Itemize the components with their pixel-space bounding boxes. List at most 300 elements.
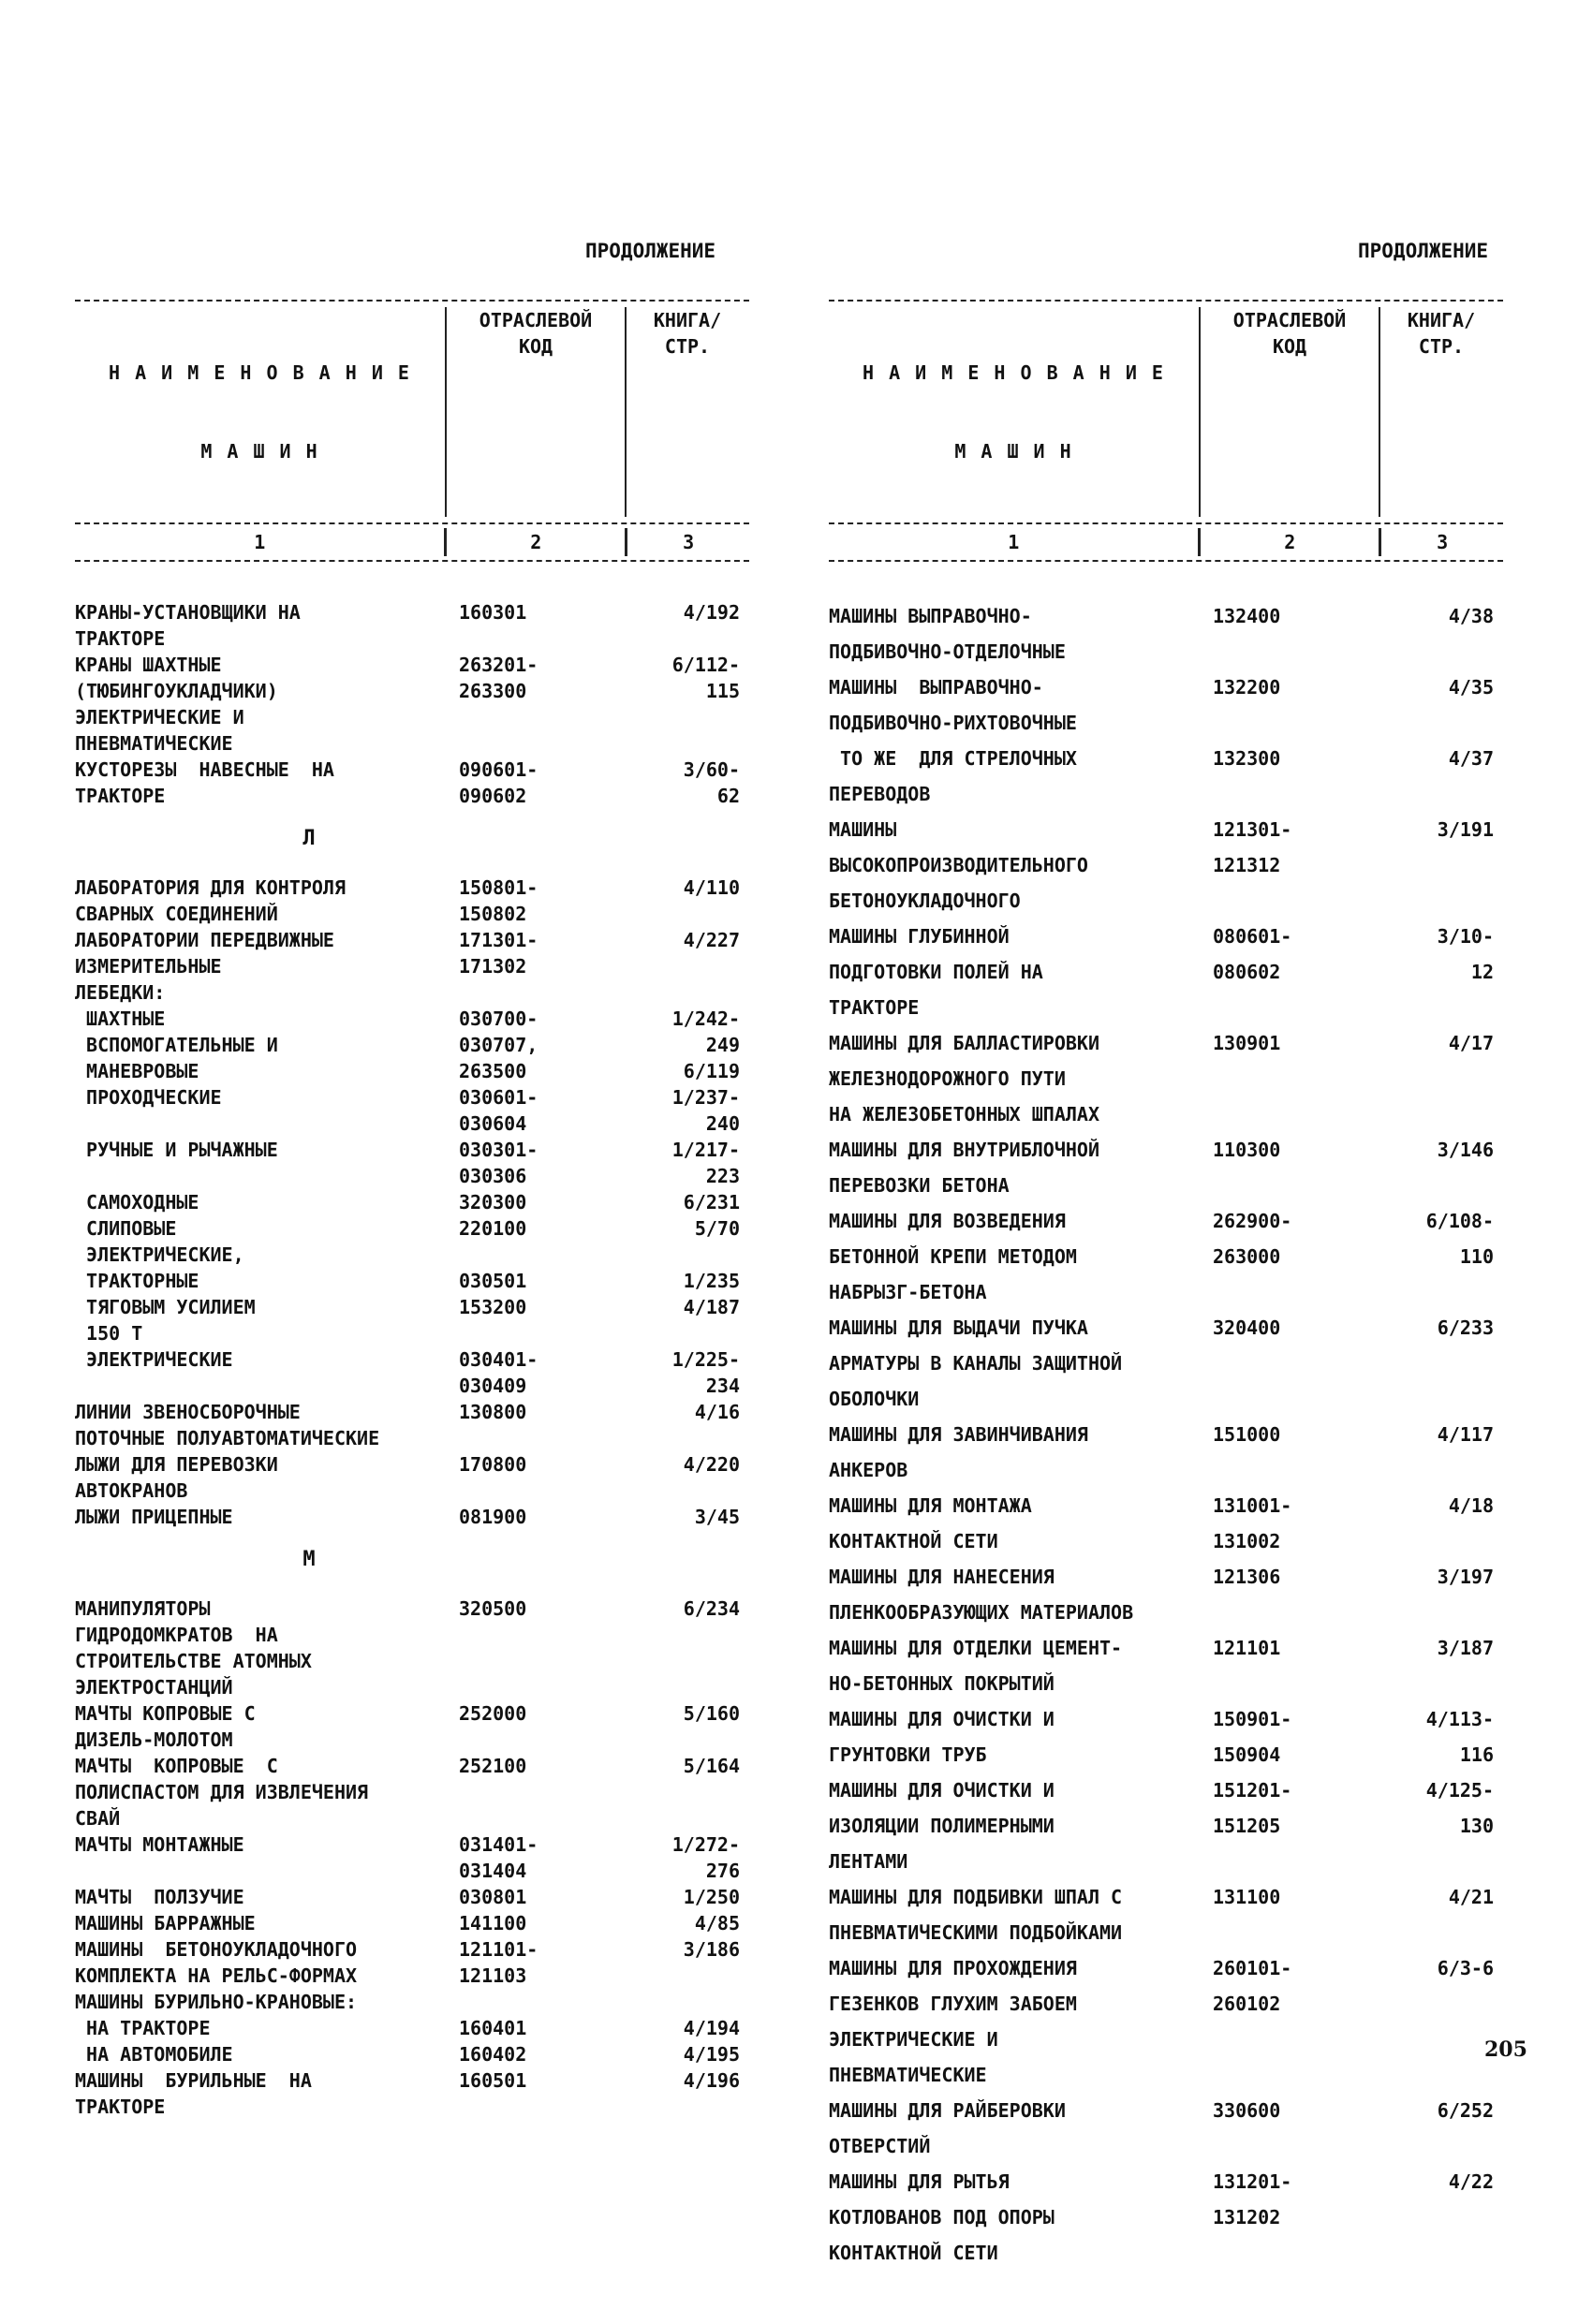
table-row — [829, 2022, 1503, 2056]
book-page-cell — [1391, 635, 1494, 669]
book-page-cell — [637, 625, 740, 652]
book-page-cell — [1391, 1916, 1494, 1949]
table-row — [829, 2200, 1503, 2234]
industry-code-cell — [1213, 2236, 1391, 2270]
table-row — [75, 1831, 749, 1858]
book-page-cell: 3/191 — [1437, 818, 1494, 841]
industry-code-cell — [459, 1622, 637, 1648]
header-name-line2: М А Ш И Н — [200, 440, 319, 463]
book-page-cell — [637, 1425, 740, 1451]
machine-name-cell — [75, 1111, 459, 1137]
book-page-cell — [1391, 2200, 1494, 2234]
industry-code-cell: 090602 — [459, 785, 527, 807]
continuation-label: ПРОДОЛЖЕНИЕ — [585, 240, 716, 262]
industry-code-cell: 030409 — [459, 1375, 527, 1397]
table-row — [75, 1910, 749, 1936]
book-page-cell: 249 — [705, 1034, 740, 1056]
machine-name-cell: РУЧНЫЕ И РЫЧАЖНЫЕ — [75, 1139, 278, 1161]
book-page-cell: 1/242- — [671, 1008, 740, 1030]
machine-name-cell: АВТОКРАНОВ — [75, 1479, 188, 1502]
table-row — [75, 1805, 749, 1831]
industry-code-cell: 263500 — [459, 1060, 527, 1082]
industry-code-cell: 320400 — [1213, 1316, 1281, 1339]
machine-name-cell: ЛАБОРАТОРИИ ПЕРЕДВИЖНЫЕ — [75, 929, 334, 951]
table-row — [75, 1425, 749, 1451]
table-row — [75, 1989, 749, 2015]
machine-name-cell: ПОДГОТОВКИ ПОЛЕЙ НА — [829, 961, 1043, 983]
table-row — [829, 1453, 1503, 1487]
table-row — [75, 1858, 749, 1884]
table-row — [829, 1987, 1503, 2021]
header-book-line1: КНИГА/ — [653, 309, 722, 331]
page-number: 205 — [1484, 2037, 1527, 2062]
section-letter: Л — [302, 827, 316, 850]
industry-code-cell — [459, 1674, 637, 1700]
table-row — [75, 1111, 749, 1137]
industry-code-cell: 150901- — [1213, 1708, 1292, 1730]
book-page-cell: 6/112- — [671, 654, 740, 676]
industry-code-cell: 030306 — [459, 1165, 527, 1187]
industry-code-cell: 263201- — [459, 654, 538, 676]
machine-name-cell: КРАНЫ-УСТАНОВЩИКИ НА — [75, 601, 301, 624]
header-book-line1: КНИГА/ — [1407, 309, 1476, 331]
table-row — [829, 813, 1503, 846]
table-row — [75, 1294, 749, 1320]
machine-name-cell: КОНТАКТНОЙ СЕТИ — [829, 2242, 998, 2264]
machine-name-cell — [75, 1373, 459, 1399]
industry-code-cell: 131202 — [1213, 2206, 1281, 2228]
book-page-cell: 4/195 — [683, 2043, 740, 2066]
industry-code-cell — [1213, 1667, 1391, 1700]
table-row — [829, 1951, 1503, 1985]
industry-code-cell: 150904 — [1213, 1743, 1281, 1766]
table-row — [75, 1648, 749, 1674]
industry-code-cell — [459, 1779, 637, 1805]
table-row — [829, 1702, 1503, 1736]
industry-code-cell: 151000 — [1213, 1423, 1281, 1446]
book-page-cell — [637, 1989, 740, 2015]
book-page-cell — [1391, 884, 1494, 918]
industry-code-cell — [1213, 2058, 1391, 2092]
table-row — [75, 1373, 749, 1399]
book-page-cell: 240 — [705, 1112, 740, 1135]
machine-name-cell: МАШИНЫ ДЛЯ МОНТАЖА — [829, 1494, 1032, 1517]
column-number-3: 3 — [1379, 528, 1503, 556]
industry-code-cell — [459, 625, 637, 652]
book-page-cell: 5/164 — [683, 1755, 740, 1777]
table-row — [829, 1631, 1503, 1665]
industry-code-cell — [459, 1320, 637, 1346]
industry-code-cell — [459, 1648, 637, 1674]
machine-name-cell: ТРАКТОРЕ — [75, 2096, 166, 2118]
book-page-cell: 6/234 — [683, 1597, 740, 1620]
book-page-cell: 115 — [705, 680, 740, 702]
machine-name-cell: ОБОЛОЧКИ — [829, 1388, 920, 1410]
machine-name-cell: КУСТОРЕЗЫ НАВЕСНЫЕ НА — [75, 758, 334, 781]
table-row — [75, 1753, 749, 1779]
header-book-cell — [1379, 307, 1502, 517]
header-name-line2: М А Ш И Н — [954, 440, 1073, 463]
machine-name-cell: МАШИНЫ — [829, 818, 897, 841]
machine-name-cell: ЭЛЕКТРОСТАНЦИЙ — [75, 1676, 233, 1699]
table-row — [75, 1242, 749, 1268]
industry-code-cell: 080602 — [1213, 961, 1281, 983]
column-numbers — [75, 524, 749, 560]
book-page-cell — [637, 1622, 740, 1648]
book-page-cell: 4/22 — [1448, 2170, 1494, 2193]
book-page-cell — [637, 1320, 740, 1346]
industry-code-cell: 263300 — [459, 680, 527, 702]
table-row — [829, 2236, 1503, 2270]
book-page-cell — [1391, 1845, 1494, 1878]
industry-code-cell: 171302 — [459, 955, 527, 978]
machine-name-cell: СВАЙ — [75, 1807, 121, 1830]
industry-code-cell — [459, 1989, 637, 2015]
industry-code-cell — [459, 730, 637, 757]
machine-name-cell: МАШИНЫ БАРРАЖНЫЕ — [75, 1912, 256, 1934]
machine-name-cell: МАШИНЫ ДЛЯ ОТДЕЛКИ ЦЕМЕНТ- — [829, 1637, 1123, 1659]
industry-code-cell: 121306 — [1213, 1566, 1281, 1588]
book-page-cell — [1391, 2236, 1494, 2270]
book-page-cell — [1391, 2022, 1494, 2056]
industry-code-cell: 151201- — [1213, 1779, 1292, 1802]
book-page-cell — [1391, 1596, 1494, 1629]
machine-name-cell: МАШИНЫ ДЛЯ ПРОХОЖДЕНИЯ — [829, 1957, 1077, 1979]
table-rule — [75, 560, 749, 562]
continuation-label: ПРОДОЛЖЕНИЕ — [1358, 240, 1489, 262]
book-page-cell: 62 — [716, 785, 740, 807]
machine-name-cell: ЭЛЕКТРИЧЕСКИЕ И — [829, 2028, 998, 2051]
machine-name-cell: МАШИНЫ ДЛЯ РЫТЬЯ — [829, 2170, 1010, 2193]
machine-name-cell: САМОХОДНЫЕ — [75, 1191, 199, 1213]
machine-name-cell: ЖЕЛЕЗНОДОРОЖНОГО ПУТИ — [829, 1067, 1066, 1090]
table-row — [75, 953, 749, 979]
header-code-cell — [1199, 307, 1379, 517]
machine-name-cell: ТО ЖЕ ДЛЯ СТРЕЛОЧНЫХ — [829, 747, 1077, 770]
book-page-cell — [1391, 1346, 1494, 1380]
table-row — [75, 1451, 749, 1478]
machine-name-cell: МАШИНЫ ДЛЯ ВОЗВЕДЕНИЯ — [829, 1210, 1066, 1232]
book-page-cell: 4/38 — [1448, 605, 1494, 627]
table-rule — [829, 560, 1503, 562]
machine-name-cell: ТРАКТОРНЫЕ — [75, 1270, 199, 1292]
table-row — [829, 1204, 1503, 1238]
machine-name-cell: ПРОХОДЧЕСКИЕ — [75, 1086, 222, 1109]
machine-name-cell: НА АВТОМОБИЛЕ — [75, 2043, 233, 2066]
book-page-cell: 223 — [705, 1165, 740, 1187]
industry-code-cell: 030801 — [459, 1886, 527, 1908]
book-page-cell: 3/186 — [683, 1938, 740, 1961]
machine-name-cell: МАЧТЫ МОНТАЖНЫЕ — [75, 1833, 244, 1856]
table-row — [829, 1346, 1503, 1380]
table-row — [829, 1596, 1503, 1629]
industry-code-cell: 320300 — [459, 1191, 527, 1213]
machine-name-cell: МАЧТЫ КОПРОВЫЕ С — [75, 1755, 278, 1777]
machine-name-cell: ПОТОЧНЫЕ ПОЛУАВТОМАТИЧЕСКИЕ — [75, 1427, 380, 1449]
table-row — [829, 2129, 1503, 2163]
table-row — [75, 1320, 749, 1346]
book-page-cell: 1/225- — [671, 1348, 740, 1371]
table-row — [75, 1779, 749, 1805]
table-row — [75, 1596, 749, 1622]
machine-name-cell: ОТВЕРСТИЙ — [829, 2135, 931, 2157]
machine-name-cell: ПНЕВМАТИЧЕСКИМИ ПОДБОЙКАМИ — [829, 1921, 1123, 1944]
book-page-cell: 1/250 — [683, 1886, 740, 1908]
book-page-cell — [637, 1779, 740, 1805]
header-name-line1: Н А И М Е Н О В А Н И Е — [863, 361, 1165, 384]
machine-name-cell: НА ТРАКТОРЕ — [75, 2017, 211, 2039]
machine-name-cell — [75, 1858, 459, 1884]
book-page-cell: 4/37 — [1448, 747, 1494, 770]
table-row — [829, 1133, 1503, 1167]
table-row — [75, 927, 749, 953]
table-row — [75, 2015, 749, 2041]
table-row — [829, 1489, 1503, 1522]
table-row — [829, 919, 1503, 953]
industry-code-cell — [1213, 706, 1391, 740]
machine-name-cell: ЭЛЕКТРИЧЕСКИЕ И — [75, 706, 244, 728]
machine-name-cell: МАШИНЫ ДЛЯ ПОДБИВКИ ШПАЛ С — [829, 1886, 1123, 1908]
industry-code-cell: 031401- — [459, 1833, 538, 1856]
machine-name-cell: МАШИНЫ ДЛЯ ЗАВИНЧИВАНИЯ — [829, 1423, 1088, 1446]
book-page-cell: 3/60- — [683, 758, 740, 781]
industry-code-cell: 121101- — [459, 1938, 538, 1961]
machine-name-cell: МАШИНЫ ДЛЯ РАЙБЕРОВКИ — [829, 2099, 1066, 2122]
industry-code-cell: 171301- — [459, 929, 538, 951]
machine-table-right — [829, 300, 1503, 2272]
machine-name-cell: ТРАКТОРЕ — [75, 785, 166, 807]
table-row — [75, 625, 749, 652]
machine-name-cell: ЛЕБЕДКИ: — [75, 981, 166, 1004]
industry-code-cell — [1213, 1916, 1391, 1949]
industry-code-cell — [459, 1242, 637, 1268]
industry-code-cell: 090601- — [459, 758, 538, 781]
table-row — [75, 875, 749, 901]
table-row — [75, 2041, 749, 2067]
table-row — [75, 1478, 749, 1504]
industry-code-cell — [459, 2094, 637, 2120]
industry-code-cell — [459, 1425, 637, 1451]
table-header — [75, 302, 749, 522]
machine-name-cell: ТРАКТОРЕ — [829, 996, 920, 1019]
book-page-cell: 4/16 — [694, 1401, 740, 1423]
table-row — [75, 1884, 749, 1910]
machine-name-cell: МАШИНЫ БУРИЛЬНО-КРАНОВЫЕ: — [75, 1991, 358, 2013]
book-page-cell — [637, 1727, 740, 1753]
table-row — [75, 1727, 749, 1753]
industry-code-cell: 151205 — [1213, 1815, 1281, 1837]
table-row — [75, 1700, 749, 1727]
header-code-line2: КОД — [518, 335, 553, 358]
column-number-3: 3 — [625, 528, 749, 556]
table-row — [829, 1524, 1503, 1558]
column-number-1: 1 — [1008, 531, 1020, 553]
machine-name-cell: (ТЮБИНГОУКЛАДЧИКИ) — [75, 680, 278, 702]
book-page-cell: 6/3-6 — [1437, 1957, 1494, 1979]
book-page-cell: 4/125- — [1425, 1779, 1494, 1802]
table-row — [75, 1399, 749, 1425]
book-page-cell — [637, 1963, 740, 1989]
industry-code-cell: 121101 — [1213, 1637, 1281, 1659]
industry-code-cell: 262900- — [1213, 1210, 1292, 1232]
machine-name-cell: МАШИНЫ ДЛЯ НАНЕСЕНИЯ — [829, 1566, 1055, 1588]
machine-name-cell: ИЗМЕРИТЕЛЬНЫЕ — [75, 955, 222, 978]
machine-name-cell: ГЕЗЕНКОВ ГЛУХИМ ЗАБОЕМ — [829, 1993, 1077, 2015]
table-row — [75, 2067, 749, 2094]
table-row — [75, 979, 749, 1006]
book-page-cell: 4/227 — [683, 929, 740, 951]
machine-name-cell: ПЕРЕВОЗКИ БЕТОНА — [829, 1174, 1010, 1197]
machine-name-cell: МАЧТЫ ПОЛЗУЧИЕ — [75, 1886, 244, 1908]
industry-code-cell: 030604 — [459, 1112, 527, 1135]
book-page-cell — [1391, 2129, 1494, 2163]
table-row — [829, 599, 1503, 633]
table-row — [75, 599, 749, 625]
industry-code-cell — [1213, 1275, 1391, 1309]
machine-name-cell — [75, 1163, 459, 1189]
header-code-line1: ОТРАСЛЕВОЙ — [479, 309, 593, 331]
header-code-line2: КОД — [1272, 335, 1307, 358]
machine-name-cell: МАШИНЫ ДЛЯ ОЧИСТКИ И — [829, 1779, 1055, 1802]
book-page-cell — [1391, 991, 1494, 1024]
industry-code-cell: 170800 — [459, 1453, 527, 1476]
book-page-cell: 4/85 — [694, 1912, 740, 1934]
book-page-cell — [637, 901, 740, 927]
book-page-cell — [637, 1805, 740, 1831]
header-book-line2: СТР. — [664, 335, 711, 358]
book-page-cell: 130 — [1459, 1815, 1494, 1837]
machine-name-cell: ДИЗЕЛЬ-МОЛОТОМ — [75, 1728, 233, 1751]
industry-code-cell: 160401 — [459, 2017, 527, 2039]
header-code-line1: ОТРАСЛЕВОЙ — [1232, 309, 1347, 331]
book-page-cell: 6/233 — [1437, 1316, 1494, 1339]
machine-name-cell: ВСПОМОГАТЕЛЬНЫЕ И — [75, 1034, 278, 1056]
table-row — [829, 1560, 1503, 1594]
book-page-cell — [1391, 1169, 1494, 1202]
machine-name-cell: КОНТАКТНОЙ СЕТИ — [829, 1530, 998, 1552]
table-row — [829, 1240, 1503, 1273]
industry-code-cell: 030707, — [459, 1034, 538, 1056]
industry-code-cell: 150801- — [459, 876, 538, 899]
industry-code-cell — [1213, 991, 1391, 1024]
machine-name-cell: ИЗОЛЯЦИИ ПОЛИМЕРНЫМИ — [829, 1815, 1055, 1837]
book-page-cell: 6/108- — [1425, 1210, 1494, 1232]
machine-name-cell: ТЯГОВЫМ УСИЛИЕМ — [75, 1296, 256, 1318]
industry-code-cell: 030401- — [459, 1348, 538, 1371]
machine-name-cell: МАНЕВРОВЫЕ — [75, 1060, 199, 1082]
machine-name-cell: ЛАБОРАТОРИЯ ДЛЯ КОНТРОЛЯ — [75, 876, 346, 899]
industry-code-cell: 252000 — [459, 1702, 527, 1725]
table-row — [75, 757, 749, 783]
table-row — [75, 678, 749, 704]
industry-code-cell: 252100 — [459, 1755, 527, 1777]
industry-code-cell: 131001- — [1213, 1494, 1292, 1517]
industry-code-cell — [459, 704, 637, 730]
industry-code-cell: 153200 — [459, 1296, 527, 1318]
industry-code-cell: 080601- — [1213, 925, 1292, 948]
table-row — [829, 991, 1503, 1024]
industry-code-cell: 131201- — [1213, 2170, 1292, 2193]
table-row — [75, 1674, 749, 1700]
book-page-cell — [1391, 1524, 1494, 1558]
table-row — [75, 704, 749, 730]
machine-name-cell: ЛЕНТАМИ — [829, 1850, 908, 1873]
header-book-cell — [625, 307, 748, 517]
book-page-cell — [637, 953, 740, 979]
industry-code-cell — [1213, 2022, 1391, 2056]
book-page-cell: 4/18 — [1448, 1494, 1494, 1517]
industry-code-cell — [1213, 777, 1391, 811]
machine-name-cell: ПОДБИВОЧНО-РИХТОВОЧНЫЕ — [829, 712, 1077, 734]
machine-name-cell: ЛЫЖИ ПРИЦЕПНЫЕ — [75, 1506, 233, 1528]
table-row — [75, 1137, 749, 1163]
table-row — [829, 1916, 1503, 1949]
table-row — [829, 2165, 1503, 2199]
header-name-cell — [829, 307, 1199, 517]
table-row — [829, 1311, 1503, 1345]
machine-name-cell: 150 Т — [75, 1322, 143, 1345]
table-row — [75, 652, 749, 678]
table-row — [829, 777, 1503, 811]
book-page-cell: 4/196 — [683, 2069, 740, 2092]
industry-code-cell — [459, 979, 637, 1006]
header-code-cell — [445, 307, 625, 517]
table-row — [75, 1163, 749, 1189]
industry-code-cell: 030501 — [459, 1270, 527, 1292]
industry-code-cell: 121301- — [1213, 818, 1292, 841]
table-row — [829, 1880, 1503, 1914]
machine-name-cell: СЛИПОВЫЕ — [75, 1217, 177, 1240]
section-letter: М — [302, 1548, 316, 1571]
machine-name-cell: МАШИНЫ ВЫПРАВОЧНО- — [829, 605, 1032, 627]
machine-name-cell: ПОДБИВОЧНО-ОТДЕЛОЧНЫЕ — [829, 640, 1066, 663]
book-page-cell: 4/117 — [1437, 1423, 1494, 1446]
industry-code-cell: 160402 — [459, 2043, 527, 2066]
industry-code-cell: 160301 — [459, 601, 527, 624]
machine-name-cell: ТРАКТОРЕ — [75, 627, 166, 650]
book-page-cell — [1391, 848, 1494, 882]
table-row — [75, 1936, 749, 1963]
machine-name-cell: ВЫСОКОПРОИЗВОДИТЕЛЬНОГО — [829, 854, 1088, 876]
book-page-cell: 4/21 — [1448, 1886, 1494, 1908]
book-page-cell — [637, 704, 740, 730]
book-page-cell — [1391, 706, 1494, 740]
machine-name-cell: КРАНЫ ШАХТНЫЕ — [75, 654, 222, 676]
column-number-1: 1 — [254, 531, 266, 553]
table-row — [75, 1622, 749, 1648]
machine-name-cell: МАШИНЫ ДЛЯ БАЛЛАСТИРОВКИ — [829, 1032, 1099, 1054]
book-page-cell: 1/235 — [683, 1270, 740, 1292]
industry-code-cell: 132300 — [1213, 747, 1281, 770]
industry-code-cell: 121103 — [459, 1964, 527, 1987]
table-row — [829, 2058, 1503, 2092]
book-page-cell — [637, 1478, 740, 1504]
industry-code-cell — [1213, 1097, 1391, 1131]
machine-name-cell: МАЧТЫ КОПРОВЫЕ С — [75, 1702, 256, 1725]
table-row — [829, 955, 1503, 989]
machine-name-cell: НО-БЕТОННЫХ ПОКРЫТИЙ — [829, 1672, 1055, 1695]
machine-table-left — [75, 300, 749, 2120]
book-page-cell: 4/17 — [1448, 1032, 1494, 1054]
book-page-cell: 1/272- — [671, 1833, 740, 1856]
industry-code-cell — [1213, 635, 1391, 669]
table-row — [75, 1504, 749, 1530]
industry-code-cell: 260101- — [1213, 1957, 1292, 1979]
machine-name-cell: СВАРНЫХ СОЕДИНЕНИЙ — [75, 903, 278, 925]
header-name-cell — [75, 307, 445, 517]
machine-name-cell: ПОЛИСПАСТОМ ДЛЯ ИЗВЛЕЧЕНИЯ — [75, 1781, 369, 1803]
machine-name-cell: МАШИНЫ ГЛУБИННОЙ — [829, 925, 1010, 948]
